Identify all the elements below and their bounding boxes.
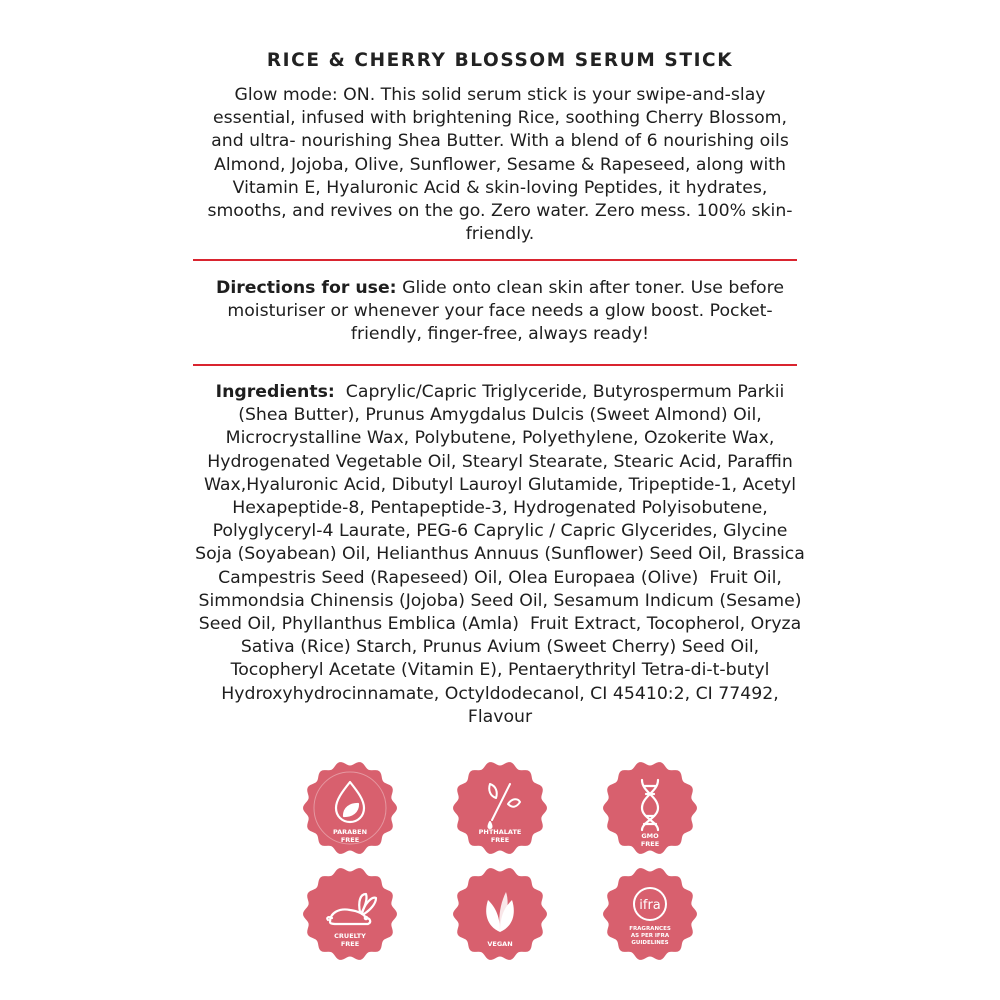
- badge-label-line: FREE: [340, 940, 360, 948]
- ifra-badge: [602, 866, 698, 962]
- ifra-logo-text: ifra: [639, 898, 661, 913]
- badge-label-line: FREE: [340, 836, 360, 844]
- cruelty-free-badge: [302, 866, 398, 962]
- vegan-badge: [452, 866, 548, 962]
- divider: [193, 364, 797, 366]
- ingredients-section: [195, 381, 811, 729]
- ingredients-label: Ingredients:: [215, 382, 335, 402]
- badge-label-line: AS PER IFRA: [630, 933, 670, 939]
- directions-text: Glide onto clean skin after toner. Use before moisturiser or whenever your face needs a glow boost. Pocket-friendly, finger-free, always ready!: [227, 278, 784, 345]
- badge-label-line: VEGAN: [487, 940, 513, 948]
- divider: [193, 259, 797, 261]
- paraben-free-badge: [302, 760, 398, 856]
- product-description: Glow mode: ON. This solid serum stick is your swipe-and-slay essential, infused with brightening Rice, soothing Cherry Blossom, and ultra- nourishing Shea Butter. With a blend of 6 nourishing oils Almond, Jojoba, Olive, Sunflower, Sesame & Rapeseed, along with Vitamin E, Hyaluronic Acid & skin-loving Peptides, it hydrates, smooths, and revives on the go. Zero water. Zero mess. 100% skin-friendly.: [207, 85, 793, 245]
- badge-label-line: FREE: [640, 840, 660, 848]
- badge-label-line: PHTHALATE: [478, 828, 522, 836]
- badge-label-line: PARABEN: [332, 828, 368, 836]
- directions-label: Directions for use:: [216, 278, 397, 298]
- product-title: RICE & CHERRY BLOSSOM SERUM STICK: [266, 50, 734, 71]
- badge-label-line: FRAGRANCES: [629, 926, 671, 932]
- ingredients-text: Caprylic/Capric Triglyceride, Butyrospermum Parkii (Shea Butter), Prunus Amygdalus Dulcis (Sweet Almond) Oil, Microcrystalline Wax, Polybutene, Polyethylene, Ozokerite Wax, Hydrogenated Vegetable Oil, Stearyl Stearate, Stearic Acid, Paraffin Wax,Hyaluronic Acid, Dibutyl Lauroyl Glutamide, Tripeptide-1, Acetyl Hexapeptide-8, Pentapeptide-3, Hydrogenated Polyisobutene, Polyglyceryl-4 Laurate, PEG-6 Caprylic / Capric Glycerides, Glycine Soja (Soyabean) Oil, Helianthus Annuus (Sunflower) Seed Oil, Brassica Campestris Seed (Rapeseed) Oil, Olea Europaea (Olive) Fruit Oil, Simmondsia Chinensis (Jojoba) Seed Oil, Sesamum Indicum (Sesame) Seed Oil, Phyllanthus Emblica (Amla) Fruit Extract, Tocopherol, Oryza Sativa (Rice) Starch, Prunus Avium (Sweet Cherry) Seed Oil, Tocopheryl Acetate (Vitamin E), Pentaerythrityl Tetra-di-t-butyl Hydroxyhydrocinnamate, Octyldodecanol, CI 45410:2, CI 77492, Flavour: [195, 382, 811, 727]
- directions-section: [195, 277, 805, 347]
- gmo-free-badge: [602, 760, 698, 856]
- badge-label-line: GMO: [641, 832, 659, 840]
- badge-background: [603, 868, 697, 960]
- badge-label-line: FREE: [490, 836, 510, 844]
- badge-label-line: CRUELTY: [334, 932, 366, 940]
- badge-label-line: GUIDELINES: [631, 940, 669, 946]
- phthalate-free-badge: [452, 760, 548, 856]
